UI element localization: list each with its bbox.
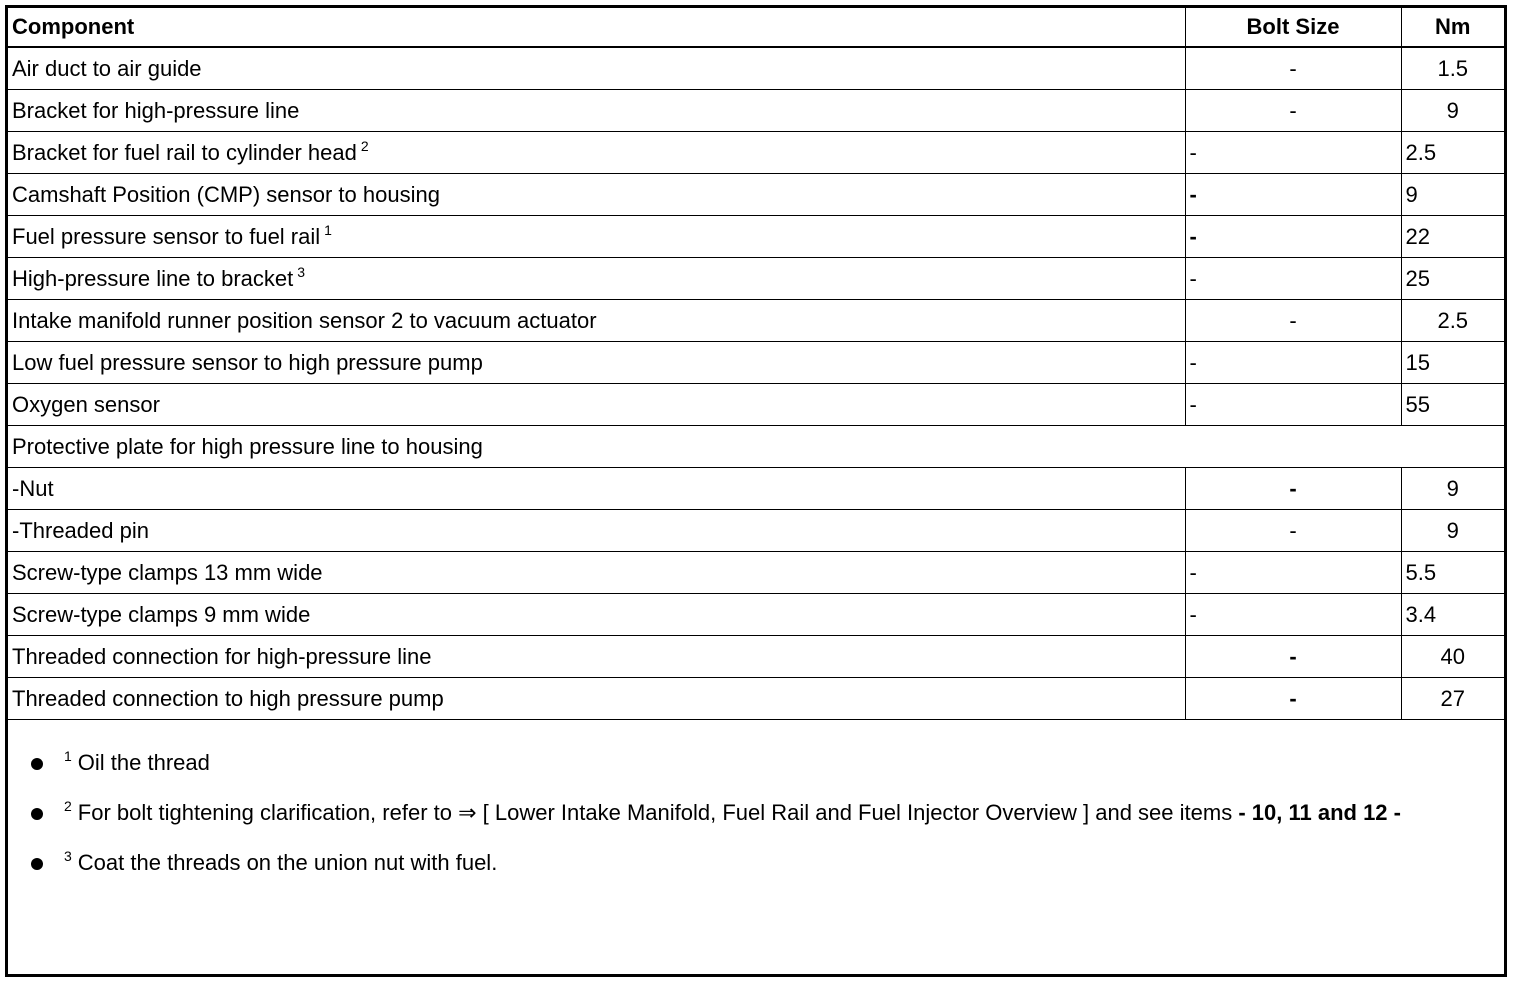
component-text: Bracket for fuel rail to cylinder head: [12, 140, 357, 165]
cell-bolt-size: -: [1185, 594, 1401, 636]
cell-component: [8, 594, 1185, 636]
cell-nm: 25: [1401, 258, 1504, 300]
cell-bolt-size: -: [1185, 132, 1401, 174]
cell-bolt-size: -: [1185, 90, 1401, 132]
cell-nm: 2.5: [1401, 300, 1504, 342]
cell-bolt-size: -: [1185, 510, 1401, 552]
cell-component: [8, 426, 1504, 468]
component-text: High-pressure line to bracket: [12, 266, 294, 291]
cell-nm: 2.5: [1401, 132, 1504, 174]
footnote-item: [8, 748, 1504, 778]
column-header-bolt-size: Bolt Size: [1185, 8, 1401, 47]
cell-component: [8, 342, 1185, 384]
footnote-item: [8, 848, 1504, 878]
table-row: [8, 47, 1504, 90]
component-text: Bracket for high-pressure line: [12, 98, 300, 123]
cell-component: [8, 258, 1185, 300]
cell-nm: 40: [1401, 636, 1504, 678]
component-text: Threaded connection to high pressure pump: [12, 686, 444, 711]
table-row: [8, 132, 1504, 174]
component-text: Camshaft Position (CMP) sensor to housing: [12, 182, 440, 207]
component-text: -Nut: [12, 476, 54, 501]
torque-spec-table: [8, 8, 1504, 720]
footnote-item-reference: - 10, 11 and 12 -: [1238, 800, 1401, 825]
cell-component: [8, 510, 1185, 552]
cell-component: [8, 47, 1185, 90]
cell-nm: 5.5: [1401, 552, 1504, 594]
cell-bolt-size: -: [1185, 47, 1401, 90]
component-text: Fuel pressure sensor to fuel rail: [12, 224, 321, 249]
cell-nm: 9: [1401, 90, 1504, 132]
table-row: [8, 552, 1504, 594]
cell-bolt-size: -: [1185, 384, 1401, 426]
cell-bolt-size: -: [1185, 678, 1401, 720]
table-row: [8, 90, 1504, 132]
table-row: [8, 594, 1504, 636]
cell-bolt-size: -: [1185, 342, 1401, 384]
table-header-row: [8, 8, 1504, 47]
cell-nm: 9: [1401, 468, 1504, 510]
cell-component: [8, 636, 1185, 678]
component-text: Low fuel pressure sensor to high pressure pump: [12, 350, 483, 375]
component-text: -Threaded pin: [12, 518, 149, 543]
cell-bolt-size: -: [1185, 258, 1401, 300]
cell-nm: 15: [1401, 342, 1504, 384]
footnote-marker: 3: [297, 264, 306, 280]
cell-component: [8, 300, 1185, 342]
bullet-icon: [31, 858, 43, 870]
component-text: Air duct to air guide: [12, 56, 202, 81]
footnotes-list: [8, 738, 1504, 898]
cell-component: [8, 468, 1185, 510]
cell-nm: 27: [1401, 678, 1504, 720]
table-row: [8, 636, 1504, 678]
table-row: [8, 258, 1504, 300]
cell-component: [8, 678, 1185, 720]
footnote-number: 1: [64, 748, 72, 764]
table-row: [8, 300, 1504, 342]
column-header-component: Component: [8, 8, 1185, 47]
cell-component: [8, 552, 1185, 594]
component-text: Screw-type clamps 13 mm wide: [12, 560, 323, 585]
table-row: [8, 342, 1504, 384]
table-body: [8, 47, 1504, 720]
cell-nm: 3.4: [1401, 594, 1504, 636]
table-row: [8, 678, 1504, 720]
cell-nm: 9: [1401, 174, 1504, 216]
cell-component: [8, 174, 1185, 216]
footnote-text: Oil the thread: [77, 750, 210, 775]
cell-nm: 55: [1401, 384, 1504, 426]
table-row: [8, 426, 1504, 468]
cell-bolt-size: -: [1185, 636, 1401, 678]
component-text: Screw-type clamps 9 mm wide: [12, 602, 311, 627]
document-frame: [5, 5, 1507, 977]
cell-bolt-size: -: [1185, 216, 1401, 258]
cell-component: [8, 90, 1185, 132]
cell-bolt-size: -: [1185, 552, 1401, 594]
footnote-marker: 2: [360, 138, 369, 154]
component-text: Protective plate for high pressure line to housing: [12, 434, 483, 459]
table-row: [8, 468, 1504, 510]
footnote-number: 2: [64, 798, 72, 814]
table-row: [8, 510, 1504, 552]
cell-bolt-size: -: [1185, 468, 1401, 510]
footnote-number: 3: [64, 848, 72, 864]
component-text: Threaded connection for high-pressure line: [12, 644, 432, 669]
cell-bolt-size: -: [1185, 174, 1401, 216]
cell-component: [8, 132, 1185, 174]
bullet-icon: [31, 758, 43, 770]
cell-nm: 1.5: [1401, 47, 1504, 90]
table-row: [8, 174, 1504, 216]
footnote-text: For bolt tightening clarification, refer to ⇒ [ Lower Intake Manifold, Fuel Rail and Fuel Injector Overview ] and see items: [77, 800, 1233, 825]
cell-component: [8, 384, 1185, 426]
footnote-item: [8, 798, 1504, 828]
component-text: Oxygen sensor: [12, 392, 160, 417]
cell-nm: 22: [1401, 216, 1504, 258]
cell-bolt-size: -: [1185, 300, 1401, 342]
component-text: Intake manifold runner position sensor 2 to vacuum actuator: [12, 308, 597, 333]
column-header-nm: Nm: [1401, 8, 1504, 47]
footnote-text: Coat the threads on the union nut with fuel.: [77, 850, 498, 875]
footnote-marker: 1: [324, 222, 332, 238]
cell-nm: 9: [1401, 510, 1504, 552]
table-row: [8, 384, 1504, 426]
bullet-icon: [31, 808, 43, 820]
table-row: [8, 216, 1504, 258]
cell-component: [8, 216, 1185, 258]
